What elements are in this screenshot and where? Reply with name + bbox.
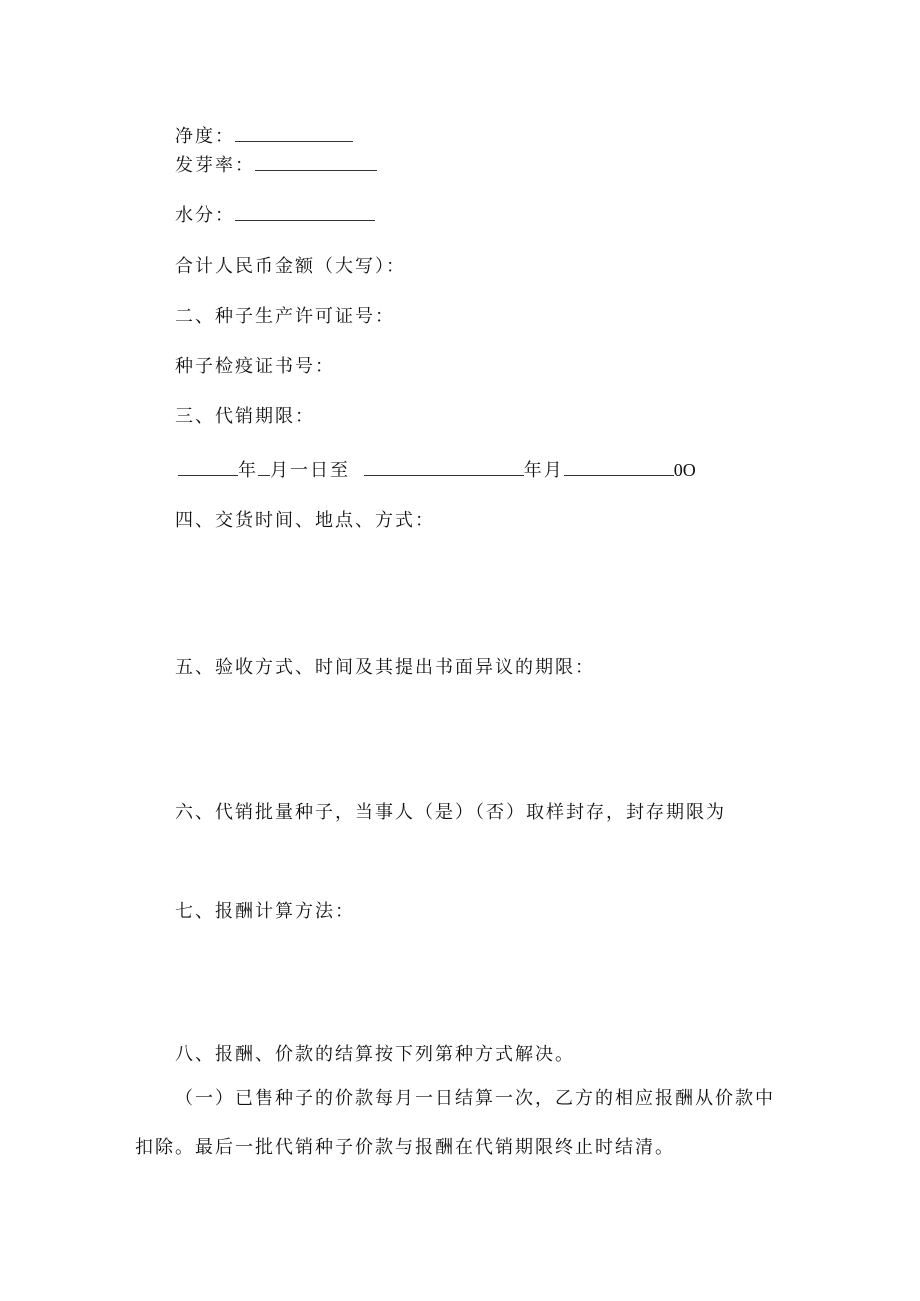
settlement-line: 八、报酬、价款的结算按下列第种方式解决。 [175, 1044, 575, 1065]
germination-line [175, 152, 377, 178]
moisture-label: 水分： [175, 205, 235, 226]
start-month-label: 月一日至 [270, 460, 350, 481]
start-year-label: 年 [238, 460, 258, 481]
germination-label: 发芽率： [175, 155, 255, 176]
start-month-blank [258, 457, 270, 476]
term-end-text: 0O [673, 460, 696, 480]
acceptance-line: 五、验收方式、时间及其提出书面异议的期限： [175, 657, 595, 678]
purity-label: 净度： [175, 126, 235, 147]
remuneration-line: 七、报酬计算方法： [175, 901, 355, 922]
delivery-line: 四、交货时间、地点、方式： [175, 510, 435, 531]
term-dates-line [178, 457, 696, 483]
end-month-blank [564, 457, 674, 476]
end-year-blank [364, 457, 524, 476]
germination-blank [255, 152, 377, 171]
settlement-clause-1a: （一）已售种子的价款每月一日结算一次，乙方的相应报酬从价款中 [175, 1088, 775, 1109]
license-line: 二、种子生产许可证号： [175, 306, 395, 327]
settlement-clause-1b: 扣除。最后一批代销种子价款与报酬在代销期限终止时结清。 [135, 1137, 675, 1158]
sampling-line: 六、代销批量种子，当事人（是）（否）取样封存，封存期限为 [175, 802, 726, 823]
total-amount-line: 合计人民币金额（大写）： [175, 256, 406, 277]
moisture-line [175, 202, 375, 228]
start-year-blank [178, 457, 238, 476]
quarantine-line: 种子检疫证书号： [175, 356, 335, 377]
purity-line [175, 123, 353, 149]
term-title: 三、代销期限： [175, 406, 315, 427]
purity-blank [235, 123, 353, 142]
moisture-blank [235, 202, 375, 221]
end-year-month-label: 年月 [523, 460, 564, 481]
